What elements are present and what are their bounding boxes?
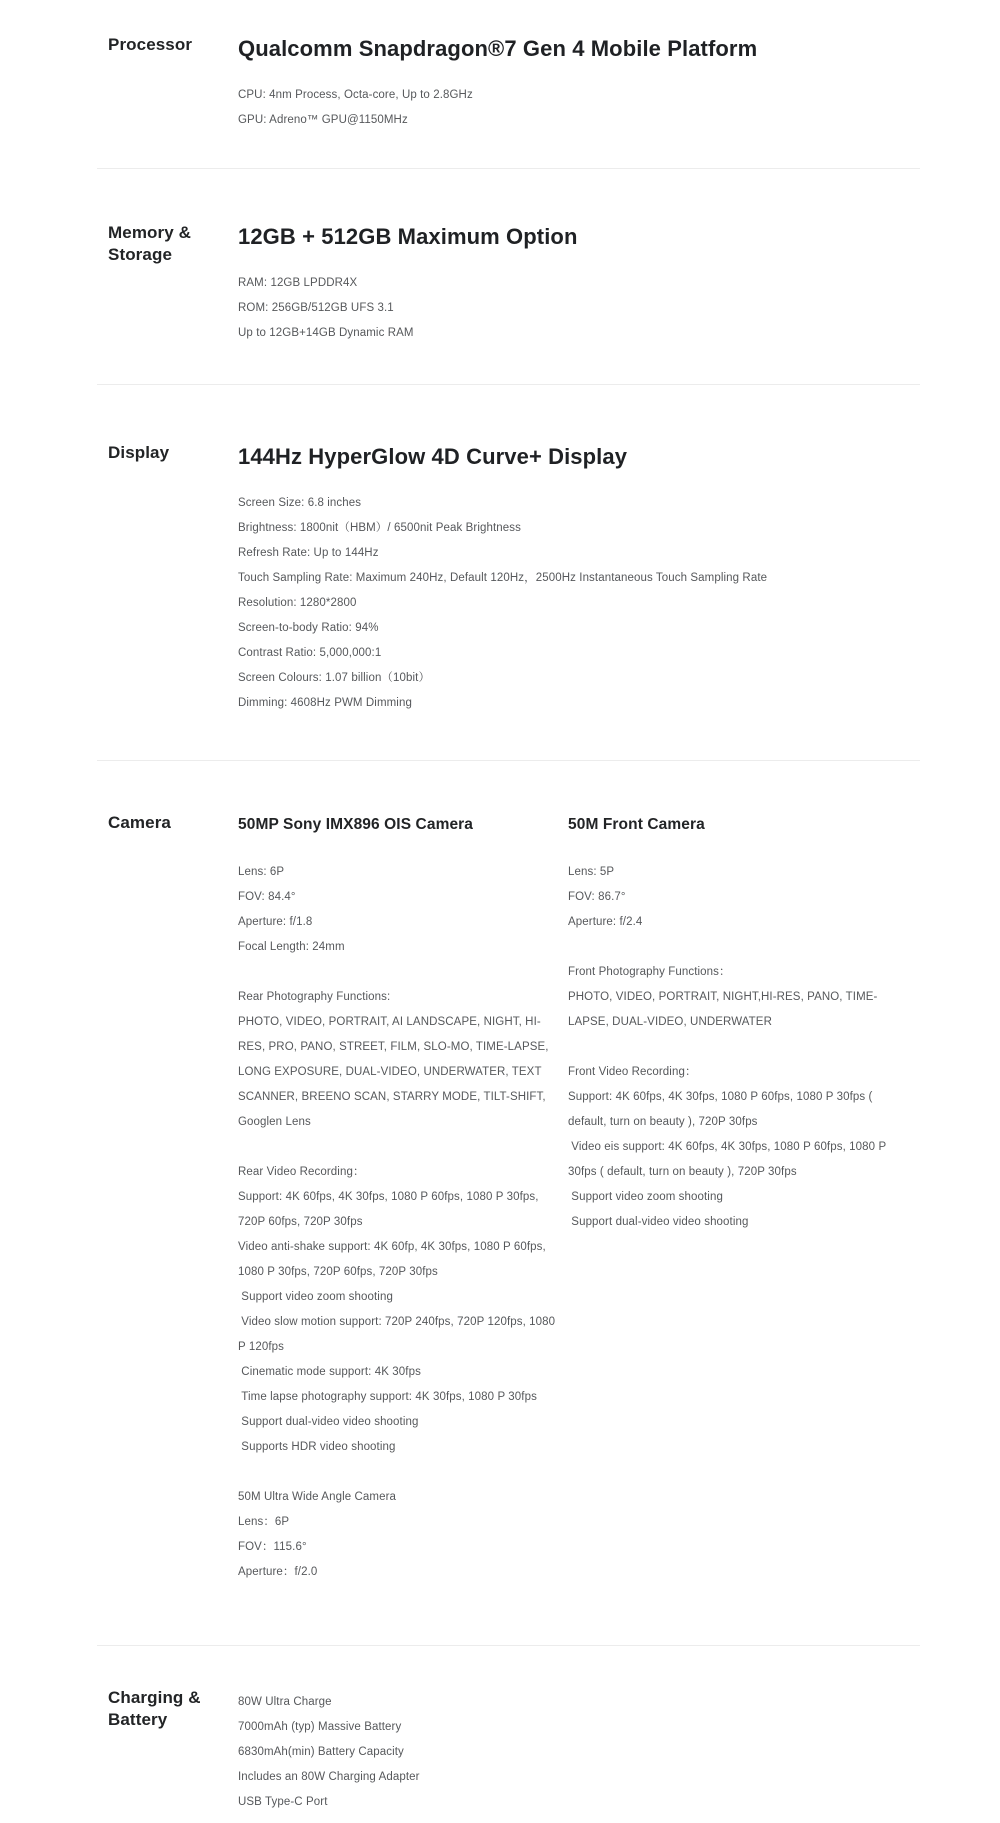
spec-detail-list xyxy=(238,491,920,716)
section-label-column xyxy=(97,222,238,266)
section-processor xyxy=(97,34,920,133)
section-title-memory: 12GB + 512GB Maximum Option xyxy=(238,224,578,249)
spec-line: Support: 4K 60fps, 4K 30fps, 1080 P 60fps, 1080 P 30fps ( default, turn on beauty ), 720P 30fps xyxy=(568,1091,876,1128)
section-label-column xyxy=(97,442,238,464)
spec-line: Video eis support: 4K 60fps, 4K 30fps, 1080 P 60fps, 1080 P 30fps ( default, turn on beauty ), 720P 30fps xyxy=(568,1141,890,1178)
camera-column-rear xyxy=(238,812,558,1585)
section-label-column xyxy=(97,34,238,56)
spec-line: Rear Video Recording： xyxy=(238,1166,365,1178)
camera-spec-block xyxy=(238,1160,558,1460)
spec-line: Cinematic mode support: 4K 30fps xyxy=(238,1366,421,1378)
spec-line: FOV: 86.7° xyxy=(568,891,626,903)
spec-line: Screen-to-body Ratio: 94% xyxy=(238,622,379,634)
section-label-column xyxy=(97,1687,238,1731)
spec-line: Lens: 6P xyxy=(238,866,285,878)
spec-line: Includes an 80W Charging Adapter xyxy=(238,1771,420,1783)
section-label-camera: Camera xyxy=(108,813,171,832)
section-memory-storage xyxy=(97,169,920,346)
section-charging-battery xyxy=(97,1646,920,1815)
section-content xyxy=(238,222,920,346)
camera-title-rear: 50MP Sony IMX896 OIS Camera xyxy=(238,816,474,833)
section-label-charging: Charging & Battery xyxy=(108,1688,201,1729)
camera-spec-block xyxy=(238,1485,558,1585)
spec-line: USB Type-C Port xyxy=(238,1796,328,1808)
camera-title-front: 50M Front Camera xyxy=(568,816,705,833)
section-label-processor: Processor xyxy=(108,35,193,54)
spec-line: Lens：6P xyxy=(238,1516,290,1528)
spec-detail-list xyxy=(238,83,920,133)
spec-line: PHOTO, VIDEO, PORTRAIT, AI LANDSCAPE, NIGHT, HI-RES, PRO, PANO, STREET, FILM, SLO-MO, TIME-LAPSE, LONG EXPOSURE, DUAL-VIDEO, UNDERWATER, TEXT SCANNER, BREENO SCAN, STARRY MODE, TILT-SHIFT, Googlen Lens xyxy=(238,1016,552,1128)
camera-spec-block xyxy=(568,960,888,1035)
spec-line: Front Video Recording： xyxy=(568,1066,697,1078)
spec-line: Time lapse photography support: 4K 30fps, 1080 P 30fps xyxy=(238,1391,537,1403)
camera-spec-block xyxy=(238,985,558,1135)
section-title-processor: Qualcomm Snapdragon®7 Gen 4 Mobile Platform xyxy=(238,36,758,61)
section-content xyxy=(238,442,920,716)
camera-spec-block xyxy=(568,860,888,935)
spec-line: Front Photography Functions： xyxy=(568,966,731,978)
spec-line: Aperture: f/2.4 xyxy=(568,916,643,928)
section-camera xyxy=(97,761,920,1585)
section-content xyxy=(238,34,920,133)
spec-line: Rear Photography Functions: xyxy=(238,991,391,1003)
camera-columns xyxy=(238,812,920,1585)
spec-detail-list xyxy=(238,271,920,346)
section-label-column xyxy=(97,812,238,834)
camera-spec-block xyxy=(238,860,558,960)
spec-line: Screen Colours: 1.07 billion（10bit） xyxy=(238,672,431,684)
spec-line: Video slow motion support: 720P 240fps, 720P 120fps, 1080 P 120fps xyxy=(238,1316,559,1353)
spec-line: Supports HDR video shooting xyxy=(238,1441,396,1453)
spec-line: PHOTO, VIDEO, PORTRAIT, NIGHT,HI-RES, PANO, TIME-LAPSE, DUAL-VIDEO, UNDERWATER xyxy=(568,991,878,1028)
spec-line: Aperture: f/1.8 xyxy=(238,916,313,928)
spec-line: Brightness: 1800nit（HBM）/ 6500nit Peak Brightness xyxy=(238,522,521,534)
spec-line: Screen Size: 6.8 inches xyxy=(238,497,362,509)
section-display xyxy=(97,385,920,716)
spec-line: 50M Ultra Wide Angle Camera xyxy=(238,1491,397,1503)
camera-column-front xyxy=(568,812,888,1585)
camera-spec-blocks xyxy=(568,860,888,1235)
spec-line: FOV: 84.4° xyxy=(238,891,296,903)
spec-line: ROM: 256GB/512GB UFS 3.1 xyxy=(238,302,394,314)
section-label-display: Display xyxy=(108,443,170,462)
spec-line: CPU: 4nm Process, Octa-core, Up to 2.8GHz xyxy=(238,89,473,101)
camera-spec-blocks xyxy=(238,860,558,1585)
spec-line: Support dual-video video shooting xyxy=(568,1216,749,1228)
spec-line: Refresh Rate: Up to 144Hz xyxy=(238,547,379,559)
spec-line: Support video zoom shooting xyxy=(238,1291,393,1303)
spec-line: 6830mAh(min) Battery Capacity xyxy=(238,1746,404,1758)
spec-line: Dimming: 4608Hz PWM Dimming xyxy=(238,697,412,709)
spec-line: Video anti-shake support: 4K 60fp, 4K 30fps, 1080 P 60fps, 1080 P 30fps, 720P 60fps, 720P 30fps xyxy=(238,1241,550,1278)
spec-line: GPU: Adreno™ GPU@1150MHz xyxy=(238,114,408,126)
spec-detail-list xyxy=(238,1687,920,1815)
spec-line: Up to 12GB+14GB Dynamic RAM xyxy=(238,327,414,339)
spec-line: 7000mAh (typ) Massive Battery xyxy=(238,1721,402,1733)
spec-line: Support video zoom shooting xyxy=(568,1191,723,1203)
spec-line: Lens: 5P xyxy=(568,866,615,878)
spec-line: Touch Sampling Rate: Maximum 240Hz, Default 120Hz，2500Hz Instantaneous Touch Sampling Rate xyxy=(238,572,768,584)
section-title-display: 144Hz HyperGlow 4D Curve+ Display xyxy=(238,444,628,469)
spec-line: Contrast Ratio: 5,000,000:1 xyxy=(238,647,382,659)
section-label-memory: Memory & Storage xyxy=(108,223,191,264)
spec-line: Aperture：f/2.0 xyxy=(238,1566,318,1578)
camera-spec-block xyxy=(568,1060,888,1235)
section-content xyxy=(238,1687,920,1815)
spec-line: 80W Ultra Charge xyxy=(238,1696,332,1708)
spec-line: FOV：115.6° xyxy=(238,1541,307,1553)
spec-line: Support dual-video video shooting xyxy=(238,1416,419,1428)
spec-line: Support: 4K 60fps, 4K 30fps, 1080 P 60fps, 1080 P 30fps, 720P 60fps, 720P 30fps xyxy=(238,1191,542,1228)
spec-line: Resolution: 1280*2800 xyxy=(238,597,357,609)
spec-line: Focal Length: 24mm xyxy=(238,941,345,953)
spec-line: RAM: 12GB LPDDR4X xyxy=(238,277,358,289)
